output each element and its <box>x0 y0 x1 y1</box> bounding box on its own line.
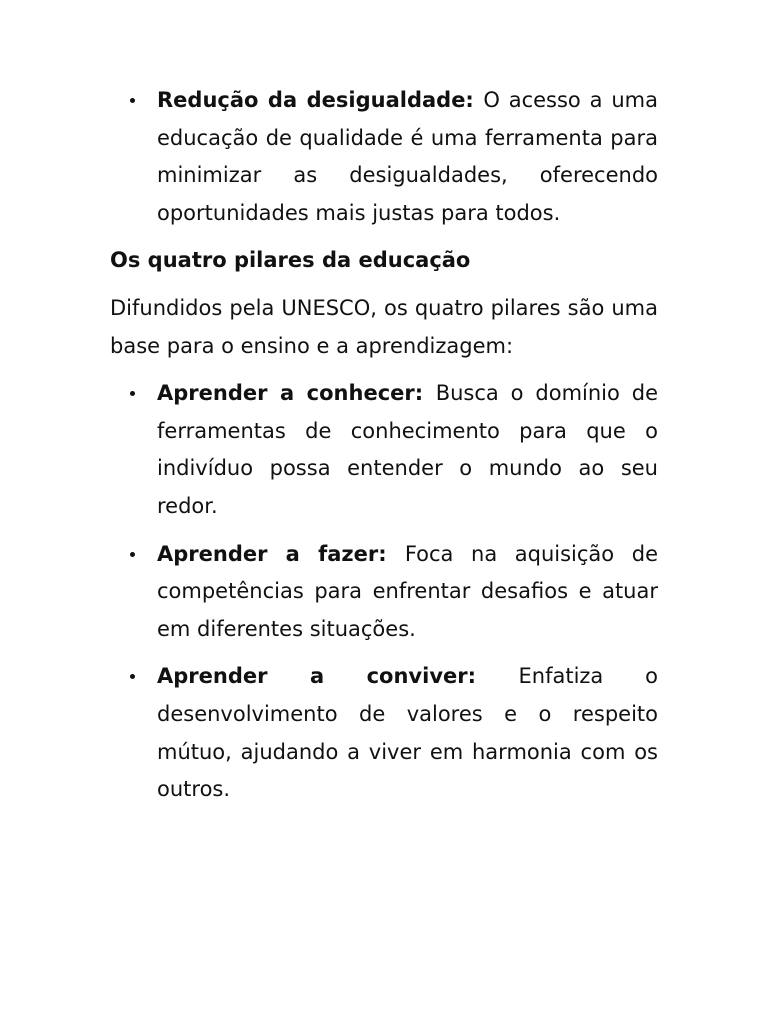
document-page <box>110 82 658 819</box>
list-item-term: Aprender a fazer: <box>157 541 405 566</box>
list-item-text: O acesso a uma educação de qualidade é uma ferramenta para minimizar as desigualdades, oferecendo oportunidades mais justas para todos. <box>157 88 658 225</box>
bullet-icon <box>130 674 135 679</box>
list-item-text: Busca o domínio de ferramentas de conhecimento para que o indivíduo possa entender o mundo ao seu redor. <box>157 381 658 518</box>
section-heading: Os quatro pilares da educação <box>110 248 471 273</box>
list-item-reducao-desigualdade <box>110 82 658 232</box>
bullet-icon <box>130 552 135 557</box>
bullet-icon <box>130 391 135 396</box>
list-item-text: Foca na aquisição de competências para enfrentar desafios e atuar em diferentes situações. <box>157 541 658 641</box>
list-item-text: Enfatiza o desenvolvimento de valores e o respeito mútuo, ajudando a viver em harmonia com os outros. <box>157 664 658 802</box>
list-item-aprender-a-conviver <box>110 658 658 808</box>
list-item-term: Aprender a conhecer: <box>157 381 436 406</box>
pillars-bullet-list <box>110 375 658 809</box>
list-item-aprender-a-conhecer <box>110 375 658 525</box>
bullet-icon <box>130 98 135 103</box>
intro-bullet-list <box>110 82 658 232</box>
section-paragraph: Difundidos pela UNESCO, os quatro pilares são uma base para o ensino e a aprendizagem: <box>110 295 658 358</box>
list-item-term: Aprender a conviver: <box>157 664 519 689</box>
list-item-aprender-a-fazer <box>110 536 658 649</box>
list-item-term: Redução da desigualdade: <box>157 88 484 112</box>
